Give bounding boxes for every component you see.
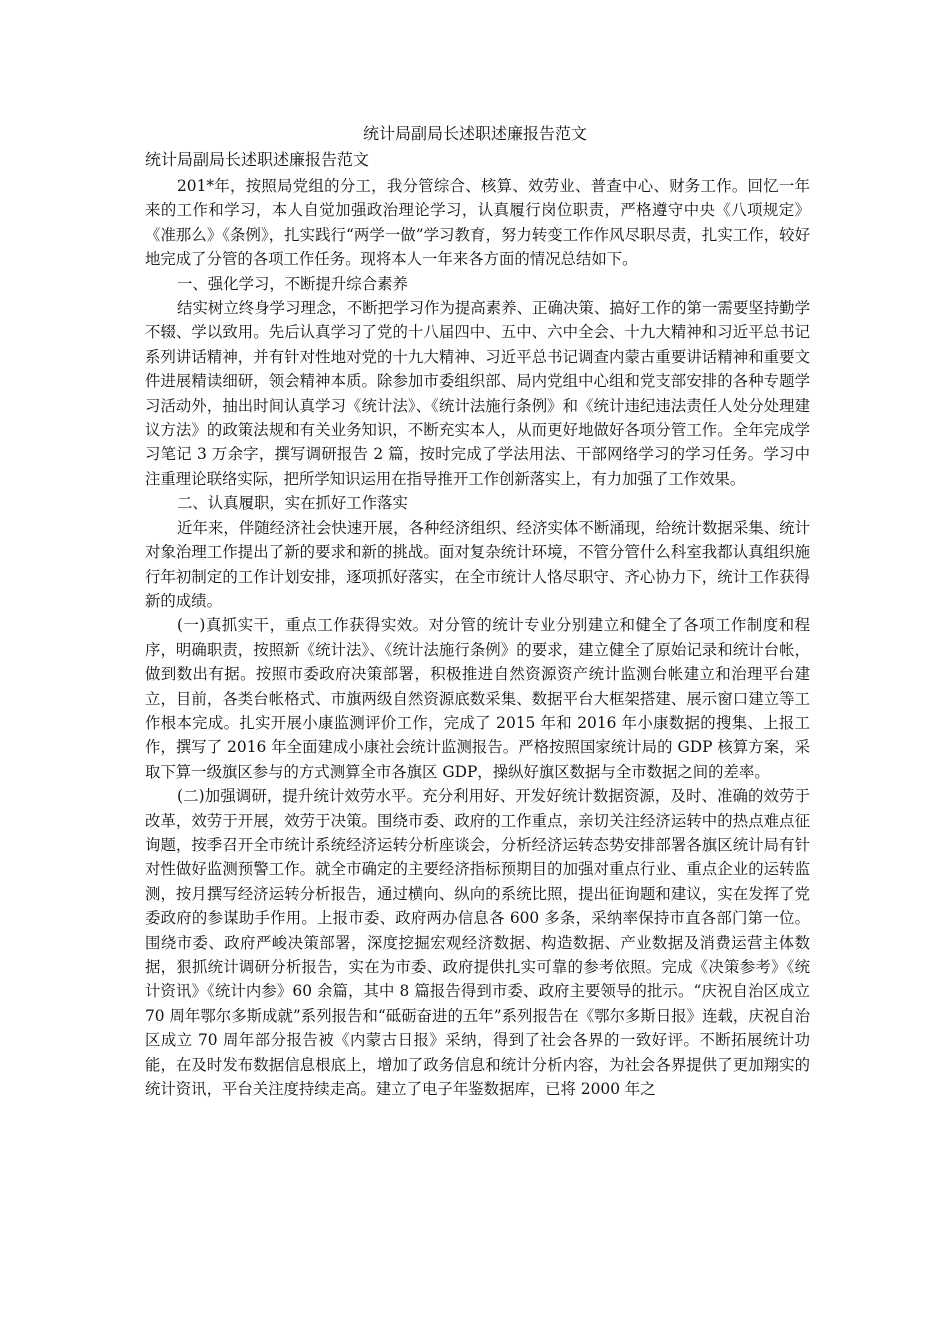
paragraph-intro: 201*年，按照局党组的分工，我分管综合、核算、效劳业、普查中心、财务工作。回忆一年来的工作和学习，本人自觉加强政治理论学习，认真履行岗位职责，严格遵守中央《八项规定》《准那么》《条例》，扎实践行“两学一做”学习教育，努力转变工作作风尽职尽责，扎实工作，较好地完成了分管的各项工作任务。现将本人一年来各方面的情况总结如下。 [145, 177, 810, 269]
section-heading-1: 一、强化学习，不断提升综合素养 [177, 274, 408, 293]
paragraph-research: (二)加强调研，提升统计效劳水平。充分利用好、开发好统计数据资源，及时、准确的效劳于改革，效劳于开展，效劳于决策。围绕市委、政府的工作重点，亲切关注经济运转中的热点难点征询题，按季召开全市统计系统经济运转分析座谈会，分析经济运转态势安排部署各旗区统计局有针对性做好监测预警工作。就全市确定的主要经济指标预期目的加强对重点行业、重点企业的运转监测，按月撰写经济运转分析报告，通过横向、纵向的系统比照，提出征询题和建议，实在发挥了党委政府的参谋助手作用。上报市委、政府两办信息各 600 多条，采纳率保持市直各部门第一位。围绕市委、政府严峻决策部署，深度挖掘宏观经济数据、构造数据、产业数据及消费运营主体数据，狠抓统计调研分析报告，实在为市委、政府提供扎实可靠的参考依照。完成《决策参考》《统计资讯》《统计内参》60 余篇，其中 8 篇报告得到市委、政府主要领导的批示。“庆祝自治区成立 70 周年鄂尔多斯成就”系列报告和“砥砺奋进的五年”系列报告在《鄂尔多斯日报》连载，庆祝自治区成立 70 周年部分报告被《内蒙古日报》采纳，得到了社会各界的一致好评。不断拓展统计功能，在及时发布数据信息根底上，增加了政务信息和统计分析内容，为社会各界提供了更加翔实的统计资讯，平台关注度持续走高。建立了电子年鉴数据库，已将 2000 年之 [145, 787, 810, 1099]
document-body [145, 174, 810, 1101]
paragraph-duties-intro: 近年来，伴随经济社会快速开展，各种经济组织、经济实体不断涌现，给统计数据采集、统计对象治理工作提出了新的要求和新的挑战。面对复杂统计环境，不管分管什么科室我都认真组织施行年初制定的工作计划安排，逐项抓好落实，在全市统计人恪尽职守、齐心协力下，统计工作获得新的成绩。 [145, 518, 810, 610]
paragraph-learning: 结实树立终身学习理念，不断把学习作为提高素养、正确决策、搞好工作的第一需要坚持勤学不辍、学以致用。先后认真学习了党的十八届四中、五中、六中全会、十九大精神和习近平总书记系列讲话精神，并有针对性地对党的十九大精神、习近平总书记调查内蒙古重要讲话精神和重要文件进展精读细研，领会精神本质。除参加市委组织部、局内党组中心组和党支部安排的各种专题学习活动外，抽出时间认真学习《统计法》、《统计法施行条例》和《统计违纪违法责任人处分处理建议方法》的政策法规和有关业务知识，不断充实本人，从而更好地做好各项分管工作。全年完成学习笔记 3 万余字，撰写调研报告 2 篇，按时完成了学法用法、干部网络学习的学习任务。学习中注重理论联络实际，把所学知识运用在指导推开工作创新落实上，有力加强了工作效果。 [145, 299, 810, 488]
document-title: 统计局副局长述职述廉报告范文 [362, 124, 587, 143]
section-heading-2: 二、认真履职，实在抓好工作落实 [177, 494, 408, 513]
document-subtitle: 统计局副局长述职述廉报告范文 [145, 150, 370, 169]
paragraph-key-work: (一)真抓实干，重点工作获得实效。对分管的统计专业分别建立和健全了各项工作制度和程序，明确职责，按照新《统计法》、《统计法施行条例》的要求，建立健全了原始记录和统计台帐，做到数出有据。按照市委政府决策部署，积极推进自然资源资产统计监测台帐建立和治理平台建立，目前，各类台帐格式、市旗两级自然资源底数采集、数据平台大框架搭建、展示窗口建立等工作根本完成。扎实开展小康监测评价工作，完成了 2015 年和 2016 年小康数据的搜集、上报工作，撰写了 2016 年全面建成小康社会统计监测报告。严格按照国家统计局的 GDP 核算方案，采取下算一级旗区参与的方式测算全市各旗区 GDP，操纵好旗区数据与全市数据之间的差率。 [145, 616, 810, 781]
